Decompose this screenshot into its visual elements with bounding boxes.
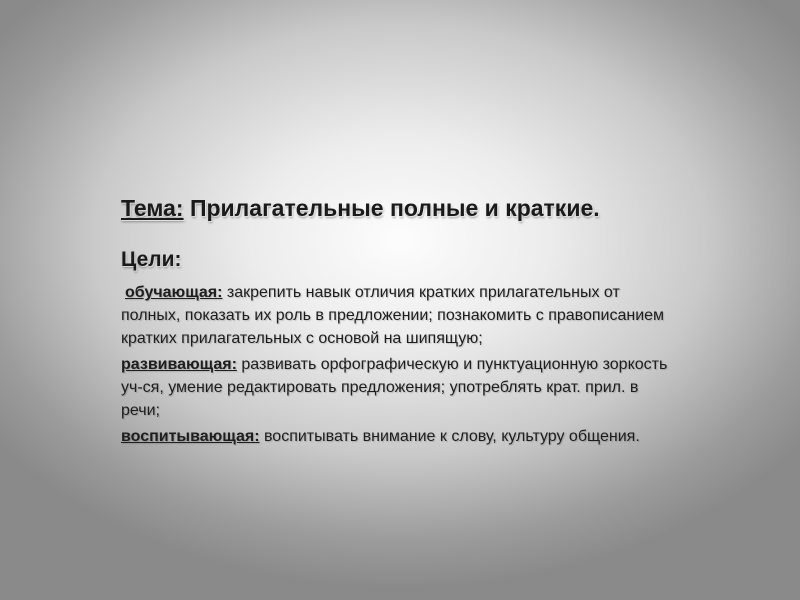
topic-title — [121, 192, 681, 225]
goal-label-developing: развивающая: — [121, 356, 237, 373]
goal-text-developing: развивать орфографическую и пунктуационную зоркость уч-ся, умение редактировать предложения; употреблять крат. прил. в речи; — [121, 356, 668, 419]
goal-educating — [121, 425, 681, 448]
goals-heading: Цели: — [121, 248, 182, 271]
goal-text-teaching: закрепить навык отличия кратких прилагательных от полных, показать их роль в предложении; познакомить с правописанием кратких прилагательных с основой на шипящую; — [121, 284, 665, 347]
goal-teaching — [121, 281, 681, 350]
goal-text-educating: воспитывать внимание к слову, культуру общения. — [259, 428, 640, 445]
topic-label: Тема: — [121, 195, 184, 221]
goal-label-teaching: обучающая: — [125, 284, 223, 301]
slide-content — [121, 192, 681, 451]
goal-developing — [121, 353, 681, 422]
topic-text: Прилагательные полные и краткие. — [183, 195, 600, 221]
goal-label-educating: воспитывающая: — [121, 428, 260, 445]
